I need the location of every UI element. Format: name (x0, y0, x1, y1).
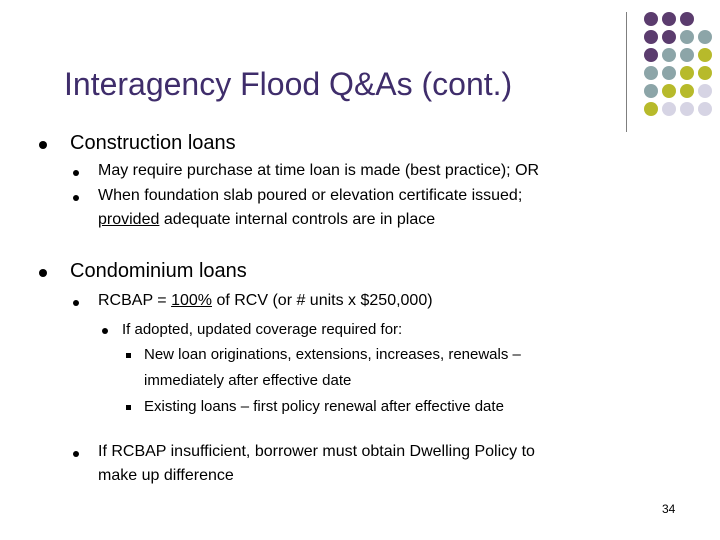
title-divider-line (626, 12, 627, 132)
construction-item-purchase-timing: May require purchase at time loan is made (best practice); OR (98, 162, 540, 179)
decor-dot (680, 84, 694, 98)
construction-loans-heading: Construction loans (70, 132, 236, 154)
decor-dot (698, 84, 712, 98)
decorative-dot-grid (640, 12, 716, 122)
decor-dot (644, 66, 658, 80)
construction-item-foundation: When foundation slab poured or elevation certificate issued; (98, 187, 523, 204)
rcbap-insufficient-text-cont: make up difference (98, 467, 234, 484)
decor-dot (680, 102, 694, 116)
decor-dot (680, 66, 694, 80)
decor-dot (644, 48, 658, 62)
square-bullet-icon (126, 405, 131, 410)
rcbap-suffix: of RCV (or # units x $250,000) (212, 292, 433, 309)
internal-controls-text: adequate internal controls are in place (159, 211, 436, 228)
decor-dot (644, 102, 658, 116)
decor-dot (644, 84, 658, 98)
if-adopted-text: If adopted, updated coverage required for: (122, 321, 403, 338)
decor-dot (698, 30, 712, 44)
decor-dot (662, 48, 676, 62)
provided-underlined-text: provided (98, 211, 160, 228)
decor-dot (680, 48, 694, 62)
condominium-loans-heading: Condominium loans (70, 260, 247, 282)
decor-dot (662, 66, 676, 80)
decor-dot (680, 12, 694, 26)
rcbap-prefix: RCBAP = (98, 292, 172, 309)
rcbap-insufficient-text: If RCBAP insufficient, borrower must obtain Dwelling Policy to (98, 443, 535, 460)
page-number: 34 (662, 502, 676, 516)
bullet-icon (39, 269, 47, 277)
decor-dot (662, 12, 676, 26)
decor-dot (698, 48, 712, 62)
slide-title: Interagency Flood Q&As (cont.) (64, 66, 513, 102)
decor-dot (644, 12, 658, 26)
rcbap-rule (98, 292, 433, 310)
decor-dot (662, 30, 676, 44)
bullet-icon (73, 170, 79, 176)
bullet-icon (73, 451, 79, 457)
rcbap-percent-underlined: 100% (171, 292, 212, 309)
decor-dot (662, 102, 676, 116)
construction-item-foundation-cont (98, 211, 435, 229)
decor-dot (680, 30, 694, 44)
bullet-icon (73, 300, 79, 306)
decor-dot (662, 84, 676, 98)
bullet-icon (39, 141, 47, 149)
decor-dot (644, 30, 658, 44)
new-loans-text: New loan originations, extensions, increases, renewals – (144, 346, 521, 363)
new-loans-text-cont: immediately after effective date (144, 372, 352, 389)
square-bullet-icon (126, 353, 131, 358)
bullet-icon (73, 195, 79, 201)
decor-dot (698, 66, 712, 80)
bullet-icon (102, 328, 108, 334)
existing-loans-text: Existing loans – first policy renewal after effective date (144, 398, 504, 415)
decor-dot (698, 102, 712, 116)
